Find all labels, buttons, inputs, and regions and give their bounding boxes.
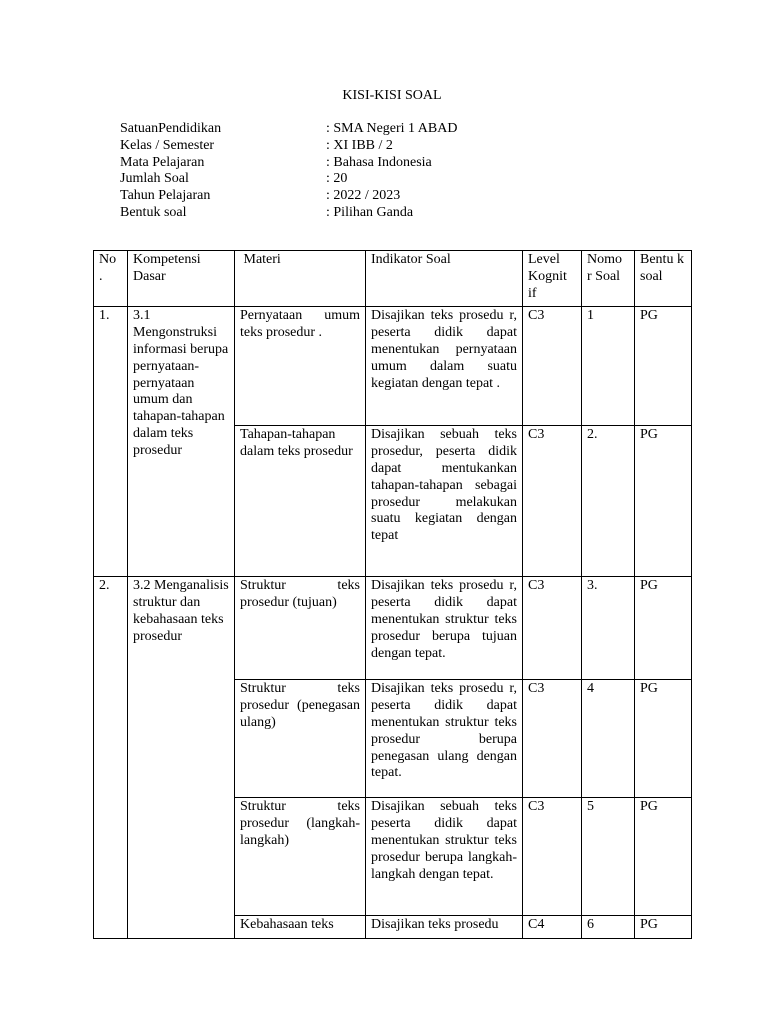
meta-value: : Pilihan Ganda	[326, 204, 414, 220]
cell-materi: Pernyataan umum teks prosedur .	[235, 307, 366, 426]
kisi-kisi-table	[93, 250, 692, 939]
cell-level: C3	[523, 307, 582, 426]
cell-nomor: 1	[582, 307, 635, 426]
cell-no: 1.	[94, 307, 128, 577]
table-row	[94, 307, 692, 426]
header-nomor-soal: Nomo r Soal	[582, 251, 635, 307]
cell-bentuk: PG	[635, 426, 692, 577]
cell-nomor: 3.	[582, 577, 635, 680]
table-row	[94, 577, 692, 680]
cell-materi: Struktur teks prosedur (langkah-langkah)	[235, 798, 366, 916]
cell-materi: Kebahasaan teks	[235, 916, 366, 939]
meta-row-kelas-semester	[120, 138, 457, 155]
cell-nomor: 5	[582, 798, 635, 916]
meta-value: : Bahasa Indonesia	[326, 154, 432, 170]
meta-label: Jumlah Soal	[120, 171, 189, 187]
document-title: KISI-KISI SOAL	[342, 88, 442, 103]
cell-indikator: Disajikan sebuah teks prosedur, peserta didik dapat mentukankan tahapan-tahapan sebagai prosedur melakukan suatu kegiatan dengan tepat	[366, 426, 523, 577]
meta-label: Mata Pelajaran	[120, 154, 205, 170]
cell-indikator: Disajikan sebuah teks peserta didik dapat menentukan struktur teks prosedur berupa langkah-langkah dengan tepat.	[366, 798, 523, 916]
meta-row-mata-pelajaran	[120, 155, 457, 172]
meta-value: : SMA Negeri 1 ABAD	[326, 121, 458, 136]
cell-indikator: Disajikan teks prosedu	[366, 916, 523, 939]
cell-nomor: 6	[582, 916, 635, 939]
cell-materi: Struktur teks prosedur (tujuan)	[235, 577, 366, 680]
cell-materi: Struktur teks prosedur (penegasan ulang)	[235, 680, 366, 798]
table-header-row	[94, 251, 692, 307]
meta-label: Bentuk soal	[120, 204, 187, 220]
meta-row-tahun-pelajaran	[120, 188, 457, 205]
cell-bentuk: PG	[635, 577, 692, 680]
cell-level: C3	[523, 577, 582, 680]
cell-level: C3	[523, 426, 582, 577]
cell-nomor: 2.	[582, 426, 635, 577]
cell-level: C3	[523, 798, 582, 916]
meta-value: : 2022 / 2023	[326, 188, 401, 204]
header-bentuk-soal: Bentu k soal	[635, 251, 692, 307]
meta-row-satuan-pendidikan	[120, 121, 457, 138]
cell-kompetensi-dasar: 3.1 Mengonstruksi informasi berupa pernyataan-pernyataan umum dan tahapan-tahapan dalam teks prosedur	[128, 307, 235, 577]
cell-kompetensi-dasar: 3.2 Menganalisis struktur dan kebahasaan teks prosedur	[128, 577, 235, 939]
meta-row-jumlah-soal	[120, 171, 457, 188]
header-materi: Materi	[235, 251, 366, 307]
header-indikator-soal: Indikator Soal	[366, 251, 523, 307]
cell-bentuk: PG	[635, 798, 692, 916]
cell-indikator: Disajikan teks prosedu r, peserta didik dapat menentukan struktur teks prosedur berupa tujuan dengan tepat.	[366, 577, 523, 680]
header-level-kognitif: Level Kognit if	[523, 251, 582, 307]
cell-indikator: Disajikan teks prosedu r, peserta didik dapat menentukan struktur teks prosedur berupa penegasan ulang dengan tepat.	[366, 680, 523, 798]
meta-value: : 20	[326, 171, 348, 187]
cell-indikator: Disajikan teks prosedu r, peserta didik dapat menentukan pernyataan umum dalam suatu kegiatan dengan tepat .	[366, 307, 523, 426]
cell-nomor: 4	[582, 680, 635, 798]
cell-bentuk: PG	[635, 307, 692, 426]
meta-label: Kelas / Semester	[120, 137, 215, 153]
document-metadata	[120, 121, 457, 222]
cell-level: C4	[523, 916, 582, 939]
cell-materi: Tahapan-tahapan dalam teks prosedur	[235, 426, 366, 577]
cell-level: C3	[523, 680, 582, 798]
meta-value: : XI IBB / 2	[326, 137, 393, 153]
meta-label: SatuanPendidikan	[120, 121, 222, 136]
cell-bentuk: PG	[635, 916, 692, 939]
cell-no: 2.	[94, 577, 128, 939]
meta-row-bentuk-soal	[120, 205, 457, 222]
cell-bentuk: PG	[635, 680, 692, 798]
meta-label: Tahun Pelajaran	[120, 188, 211, 204]
header-no: No .	[94, 251, 128, 307]
header-kompetensi-dasar: Kompetensi Dasar	[128, 251, 235, 307]
